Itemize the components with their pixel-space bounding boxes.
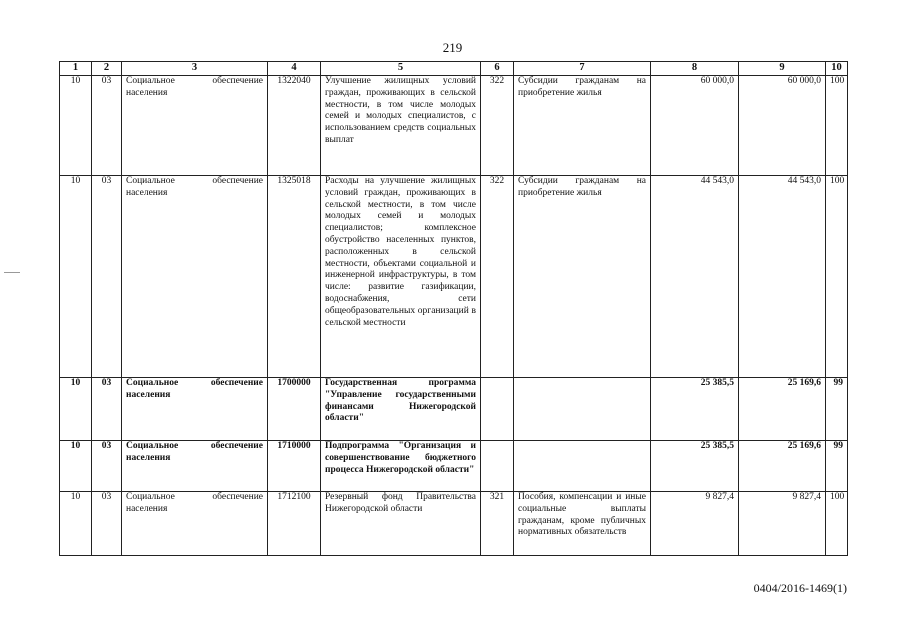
target-article-code: 1710000 — [268, 441, 321, 492]
target-article-name: Улучшение жилищных условий граждан, проживающих в сельской местности, в том числе молодых семей и молодых специалистов, с использованием средств социальных выплат — [321, 76, 481, 176]
section-code: 10 — [60, 441, 92, 492]
section-name: Социальное обеспечение населения — [122, 378, 268, 441]
target-article-name: Подпрограмма "Организация и совершенствование бюджетного процесса Нижегородской области" — [321, 441, 481, 492]
header-row — [60, 62, 848, 76]
expense-type-code: 321 — [481, 492, 514, 556]
column-header: 10 — [826, 62, 848, 76]
expense-type-code: 322 — [481, 76, 514, 176]
planned-amount: 44 543,0 — [651, 176, 739, 378]
expense-type-name — [514, 441, 651, 492]
executed-amount: 9 827,4 — [739, 492, 826, 556]
column-header: 3 — [122, 62, 268, 76]
document-code: 0404/2016-1469(1) — [753, 581, 847, 595]
page-number: 219 — [442, 40, 463, 55]
column-header: 4 — [268, 62, 321, 76]
planned-amount: 25 385,5 — [651, 441, 739, 492]
target-article-code: 1322040 — [268, 76, 321, 176]
executed-amount: 60 000,0 — [739, 76, 826, 176]
target-article-code: 1700000 — [268, 378, 321, 441]
expense-type-code — [481, 378, 514, 441]
executed-amount: 25 169,6 — [739, 441, 826, 492]
section-name: Социальное обеспечение населения — [122, 441, 268, 492]
target-article-code: 1712100 — [268, 492, 321, 556]
section-name: Социальное обеспечение населения — [122, 76, 268, 176]
subsection-code: 03 — [92, 441, 122, 492]
table-row — [60, 176, 848, 378]
expense-type-name — [514, 378, 651, 441]
budget-table — [59, 61, 848, 556]
expense-type-name: Пособия, компенсации и иные социальные выплаты гражданам, кроме публичных нормативных обязательств — [514, 492, 651, 556]
column-header: 5 — [321, 62, 481, 76]
column-header: 2 — [92, 62, 122, 76]
section-code: 10 — [60, 76, 92, 176]
column-header: 6 — [481, 62, 514, 76]
planned-amount: 25 385,5 — [651, 378, 739, 441]
execution-percent: 100 — [826, 176, 848, 378]
expense-type-code: 322 — [481, 176, 514, 378]
column-header: 7 — [514, 62, 651, 76]
expense-type-name: Субсидии гражданам на приобретение жилья — [514, 176, 651, 378]
section-code: 10 — [60, 176, 92, 378]
margin-mark — [4, 272, 20, 273]
execution-percent: 100 — [826, 492, 848, 556]
executed-amount: 25 169,6 — [739, 378, 826, 441]
section-name: Социальное обеспечение населения — [122, 176, 268, 378]
section-code: 10 — [60, 492, 92, 556]
expense-type-code — [481, 441, 514, 492]
column-header: 8 — [651, 62, 739, 76]
planned-amount: 60 000,0 — [651, 76, 739, 176]
section-name: Социальное обеспечение населения — [122, 492, 268, 556]
table-row — [60, 492, 848, 556]
executed-amount: 44 543,0 — [739, 176, 826, 378]
subsection-code: 03 — [92, 176, 122, 378]
section-code: 10 — [60, 378, 92, 441]
table-row — [60, 378, 848, 441]
table-row — [60, 76, 848, 176]
target-article-name: Резервный фонд Правительства Нижегородской области — [321, 492, 481, 556]
column-header: 9 — [739, 62, 826, 76]
planned-amount: 9 827,4 — [651, 492, 739, 556]
target-article-name: Расходы на улучшение жилищных условий граждан, проживающих в сельской местности, в том числе молодых семей и молодых специалистов; комплексное обустройство населенных пунктов, расположенных в сельской местности, объектами социальной и инженерной инфраструктуры, в том числе: развитие газификации, водоснабжения, сети общеобразовательных организаций в сельской местности — [321, 176, 481, 378]
expense-type-name: Субсидии гражданам на приобретение жилья — [514, 76, 651, 176]
execution-percent: 99 — [826, 378, 848, 441]
execution-percent: 99 — [826, 441, 848, 492]
subsection-code: 03 — [92, 492, 122, 556]
table-row — [60, 441, 848, 492]
column-header: 1 — [60, 62, 92, 76]
execution-percent: 100 — [826, 76, 848, 176]
subsection-code: 03 — [92, 76, 122, 176]
target-article-name: Государственная программа "Управление государственными финансами Нижегородской области" — [321, 378, 481, 441]
target-article-code: 1325018 — [268, 176, 321, 378]
subsection-code: 03 — [92, 378, 122, 441]
